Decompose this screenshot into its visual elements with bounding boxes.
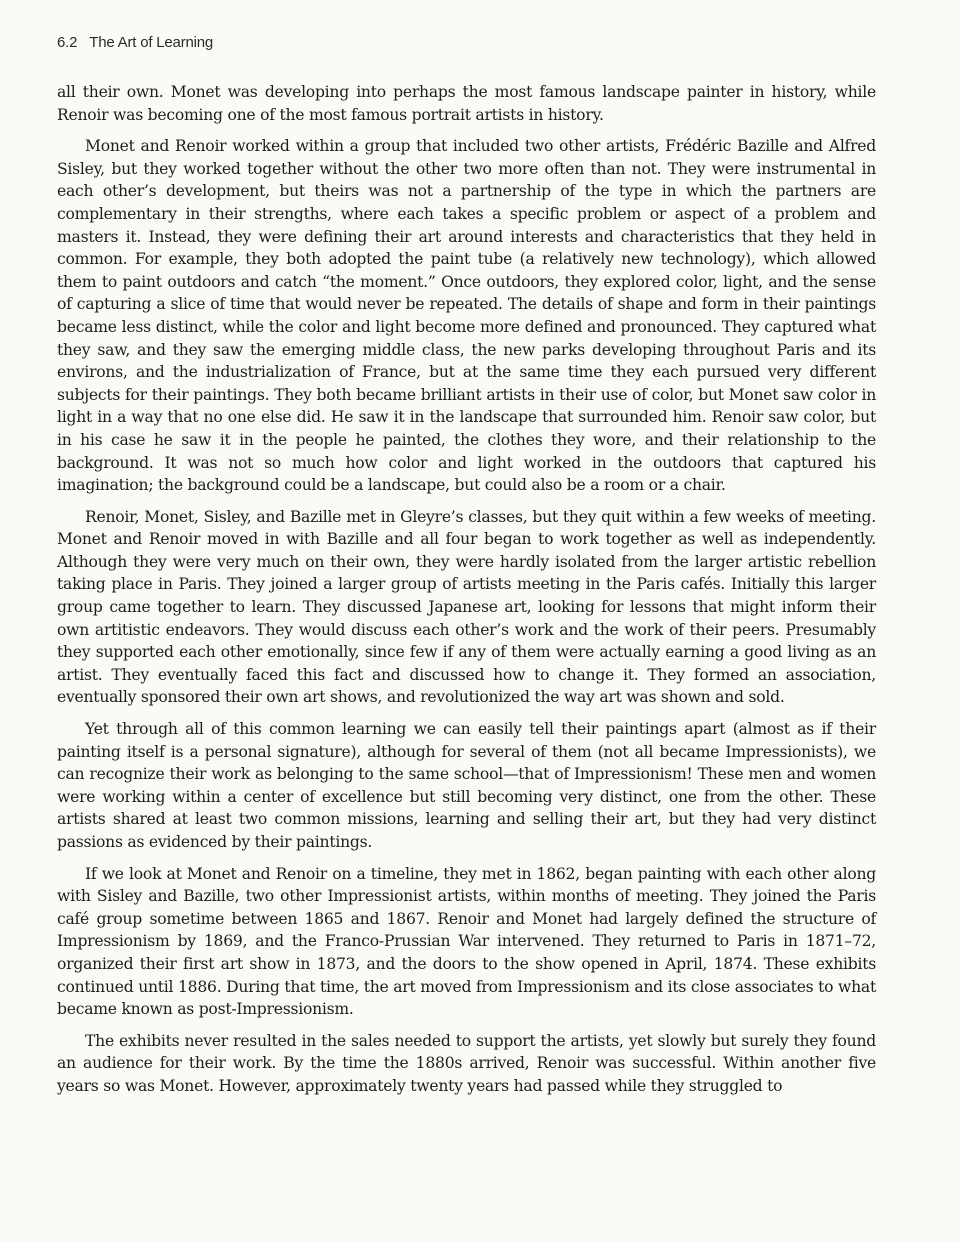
paragraph-exhibits: The exhibits never resulted in the sales needed to support the artists, yet slowly but surely they found an audience for their work. By the time the 1880s arrived, Renoir was successful. Within another five years so was Monet. However, approximately twenty years had passed while they struggled to	[57, 1031, 876, 1095]
paragraph-gleyre-classes: Renoir, Monet, Sisley, and Bazille met in Gleyre’s classes, but they quit within a few weeks of meeting. Monet and Renoir moved in with Bazille and all four began to work together as well as independently. Although they were very much on their own, they were hardly isolated from the larger artistic rebellion taking place in Paris. They joined a larger group of artists meeting in the Paris cafés. Initially this larger group came together to learn. They discussed Japanese art, looking for lessons that might inform their own artitistic endeavors. They would discuss each other’s work and the work of their peers. Presumably they supported each other emotionally, since few if any of them were actually earning a good living as an artist. They eventually faced this fact and discussed how to change it. They formed an association, eventually sponsored their own art shows, and revolutionized the way art was shown and sold.	[57, 507, 876, 707]
paragraph-continued: all their own. Monet was developing into perhaps the most famous landscape painter in history, while Renoir was becoming one of the most famous portrait artists in history.	[57, 83, 876, 124]
paragraph-timeline: If we look at Monet and Renoir on a timeline, they met in 1862, began painting with each other along with Sisley and Bazille, two other Impressionist artists, within months of meeting. They joined the Paris café group sometime between 1865 and 1867. Renoir and Monet had largely defined the structure of Impressionism by 1869, and the Franco-Prussian War intervened. They returned to Paris in 1871–72, organized their first art show in 1873, and the doors to the show opened in April, 1874. These exhibits continued until 1886. During that time, the art moved from Impressionism and its close associates to what became known as post-Impressionism.	[57, 864, 876, 1019]
section-title: The Art of Learning	[89, 34, 214, 51]
paragraph-common-learning: Yet through all of this common learning we can easily tell their paintings apart (almost as if their painting itself is a personal signature), although for several of them (not all became Impressionists), we can recognize their work as belonging to the same school—that of Impressionism! These men and women were working within a center of excellence but still becoming very distinct, one from the other. These artists shared at least two common missions, learning and selling their art, but they had very distinct passions as evidenced by their paintings.	[57, 720, 876, 851]
body-text	[57, 81, 876, 1107]
section-number: 6.2	[57, 34, 78, 51]
running-header	[57, 34, 213, 51]
paragraph-monet-renoir-group: Monet and Renoir worked within a group that included two other artists, Frédéric Bazille and Alfred Sisley, but they worked together without the other two more often than not. They were instrumental in each other’s development, but theirs was not a partnership of the type in which the partners are complementary in their strengths, where each takes a specific problem or aspect of a problem and masters it. Instead, they were defining their art around interests and characteristics that they held in common. For example, they both adopted the paint tube (a relatively new technology), which allowed them to paint outdoors and catch “the moment.” Once outdoors, they explored color, light, and the sense of capturing a slice of time that would never be repeated. The details of shape and form in their paintings became less distinct, while the color and light become more defined and pronounced. They captured what they saw, and they saw the emerging middle class, the new parks developing throughout Paris and its environs, and the industrialization of France, but at the same time they each pursued very different subjects for their paintings. They both became brilliant artists in their use of color, but Monet saw color in light in a way that no one else did. He saw it in the landscape that surrounded him. Renoir saw color, but in his case he saw it in the people he painted, the clothes they wore, and their relationship to the background. It was not so much how color and light worked in the outdoors that captured his imagination; the background could be a landscape, but could also be a room or a chair.	[57, 137, 876, 495]
